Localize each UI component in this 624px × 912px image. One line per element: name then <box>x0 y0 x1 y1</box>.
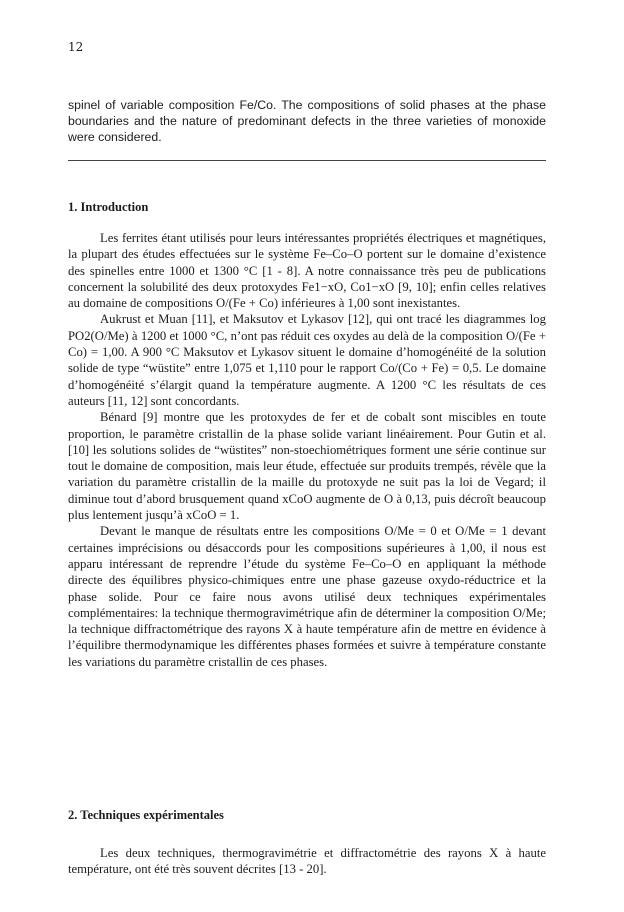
paragraph: Devant le manque de résultats entre les compositions O/Me = 0 et O/Me = 1 devant certaines imprécisions ou désaccords pour les compositions supérieures à 1,00, il nous est apparu intéressant de reprendre l’étude du système Fe–Co–O en appliquant la méthode directe des équilibres physico-chimiques entre une phase gazeuse oxydo-réductrice et la phase solide. Pour ce faire nous avons utilisé deux techniques expérimentales complémentaires: la technique thermogravimétrique afin de déterminer la composition O/Me; la technique diffractométrique des rayons X à haute température afin de mettre en évidence à l’équilibre thermodynamique les différentes phases formées et suivre à température constante les variations du paramètre cristallin de ces phases. <box>68 524 546 669</box>
paragraph: Bénard [9] montre que les protoxydes de fer et de cobalt sont miscibles en toute proportion, le paramètre cristallin de la phase solide variant linéairement. Pour Gutin et al. [10] les solutions solides de “wüstites” non-stoechiométriques forment une série continue sur tout le domaine de composition, mais leur étude, effectuée sur produits trempés, révèle que la variation du paramètre cristallin de la maille du protoxyde ne suit pas la loi de Vegard; il diminue tout d’abord brusquement quand xCoO augmente de O à 0,13, puis décroît beaucoup plus lentement jusqu’à xCoO = 1. <box>68 410 546 523</box>
page-number: 12 <box>68 40 84 54</box>
paragraph: Les deux techniques, thermogravimétrie et diffractométrie des rayons X à haute température, ont été très souvent décrites [13 - 20]. <box>68 846 546 877</box>
section-divider <box>68 160 546 161</box>
section-heading-techniques: 2. Techniques expérimentales <box>68 808 224 822</box>
paragraph: Les ferrites étant utilisés pour leurs intéressantes propriétés électriques et magnétiques, la plupart des études effectuées sur le système Fe–Co–O portent sur le domaine d’existence des spinelles entre 1000 et 1300 °C [1 - 8]. A notre connaissance très peu de publications concernent la solubilité des deux protoxydes Fe1−xO, Co1−xO [9, 10]; enfin celles relatives au domaine de compositions O/(Fe + Co) inférieures à 1,00 sont inexistantes. <box>68 231 546 311</box>
techniques-body <box>68 845 546 878</box>
abstract-english-tail: spinel of variable composition Fe/Co. The compositions of solid phases at the phase boundaries and the nature of predominant defects in the three varieties of monoxide were considered. <box>68 98 546 144</box>
paragraph: Aukrust et Muan [11], et Maksutov et Lykasov [12], qui ont tracé les diagrammes log PO2(O/Me) à 1200 et 1000 °C, n’ont pas réduit ces oxydes au delà de la composition O/(Fe + Co) = 1,00. A 900 °C Maksutov et Lykasov situent le domaine d’homogénéité de la solution solide de type “wüstite” entre 1,075 et 1,110 pour le rapport Co/(Co + Fe) = 0,5. Le domaine d’homogénéité s’élargit quand la température augmente. A 1200 °C les résultats de ces auteurs [11, 12] sont concordants. <box>68 312 546 408</box>
section-heading-introduction: 1. Introduction <box>68 200 149 214</box>
introduction-body <box>68 230 546 670</box>
